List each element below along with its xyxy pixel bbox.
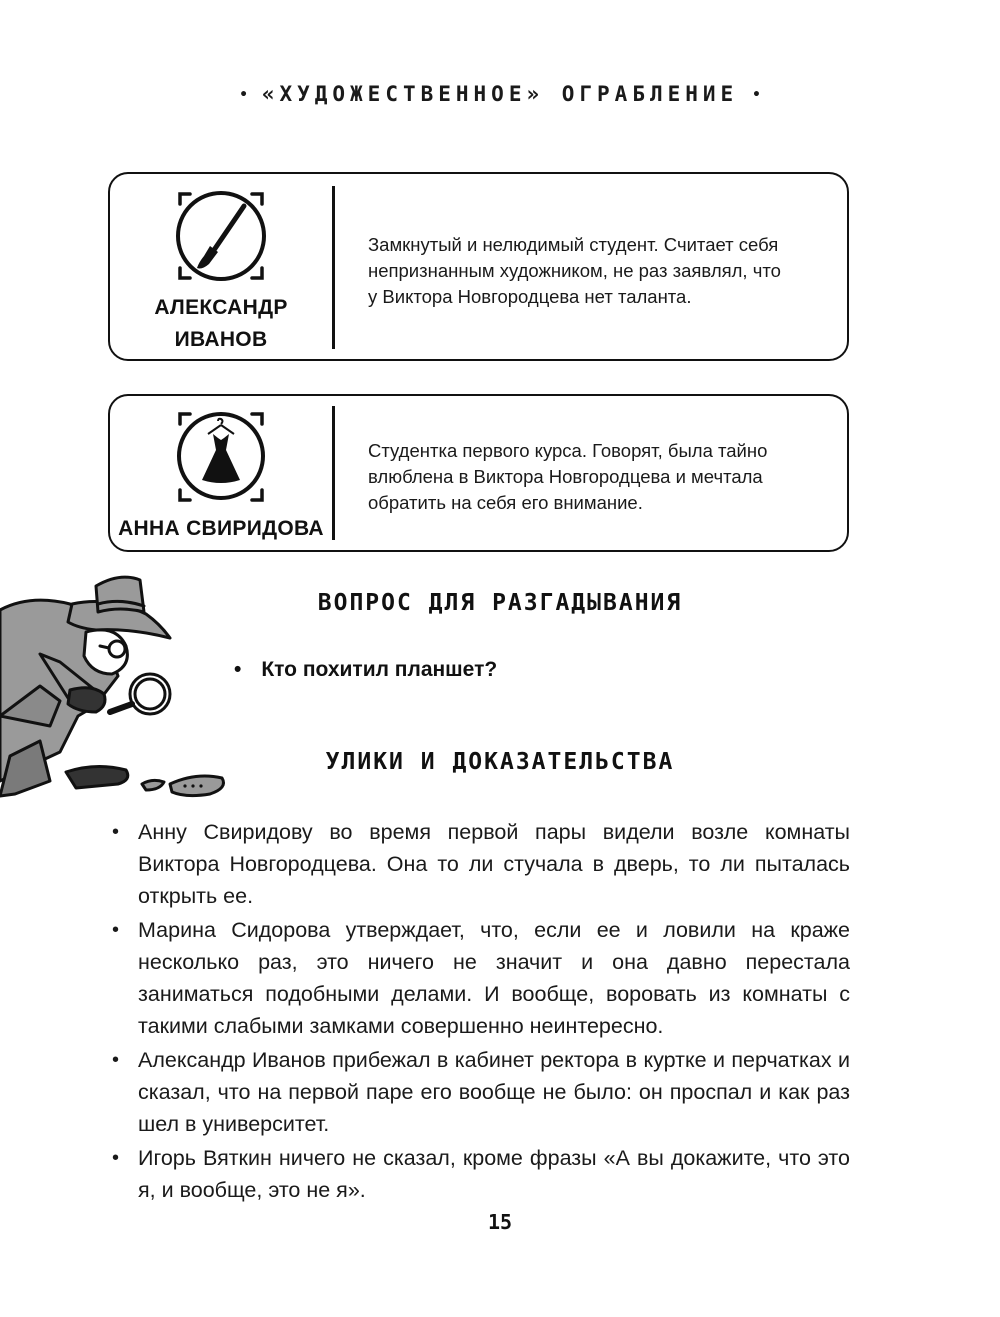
paintbrush-icon [110, 186, 332, 286]
evidence-list [108, 816, 850, 1208]
description-line: обратить на себя его внимание. [368, 492, 643, 513]
question-section-title: ВОПРОС ДЛЯ РАЗГАДЫВАНИЯ [317, 590, 683, 616]
description-line: у Виктора Новгородцева нет таланта. [368, 286, 692, 307]
question-bullet: • [234, 658, 242, 681]
card-divider [332, 406, 335, 540]
running-header [0, 82, 1000, 106]
description-line: Замкнутый и нелюдимый студент. Считает себя [368, 234, 779, 255]
suspect-name [110, 292, 332, 356]
header-title: «ХУДОЖЕСТВЕННОЕ» ОГРАБЛЕНИЕ [261, 82, 739, 106]
evidence-section-title: УЛИКИ И ДОКАЗАТЕЛЬСТВА [325, 749, 675, 775]
suspect-card-sviridova [108, 394, 849, 552]
suspect-icon-frame [110, 186, 332, 291]
header-bullet-left: • [239, 87, 248, 103]
suspect-icon-frame [110, 408, 332, 509]
evidence-item: • Марина Сидорова утверждает, что, если ее и ловили на краже несколько раз, это ничего не значит и она давно перестала заниматься подобными делами. И вообще, воровать из комнаты с такими слабыми замками совершенно неинтересно. [108, 914, 850, 1042]
suspect-name [110, 513, 332, 545]
question-item [234, 658, 497, 682]
description-line: непризнанным художником, не раз заявлял, что [368, 260, 781, 281]
question-text: Кто похитил планшет? [261, 658, 498, 681]
evidence-item: • Анну Свиридову во время первой пары видели возле комнаты Виктора Новгородцева. Она то ли стучала в дверь, то ли пыталась открыть ее. [108, 816, 850, 912]
header-bullet-right: • [752, 87, 761, 103]
evidence-item: • Александр Иванов прибежал в кабинет ректора в куртке и перчатках и сказал, что на первой паре его вообще не было: он проспал и как раз шел в университет. [108, 1044, 850, 1140]
suspect-name-line2: ИВАНОВ [174, 328, 268, 351]
evidence-item: • Игорь Вяткин ничего не сказал, кроме фразы «А вы докажите, что это я, и вообще, это не я». [108, 1142, 850, 1206]
suspect-name-line1: АЛЕКСАНДР [154, 296, 288, 319]
suspect-description [368, 232, 826, 310]
suspect-name-line1: АННА СВИРИДОВА [118, 517, 324, 540]
description-line: Студентка первого курса. Говорят, была тайно [368, 440, 768, 461]
card-divider [332, 186, 335, 349]
suspect-description [368, 438, 826, 516]
page-number: 15 [487, 1210, 513, 1234]
dress-icon [110, 408, 332, 504]
description-line: влюблена в Виктора Новгородцева и мечтала [368, 466, 763, 487]
suspect-card-ivanov [108, 172, 849, 361]
